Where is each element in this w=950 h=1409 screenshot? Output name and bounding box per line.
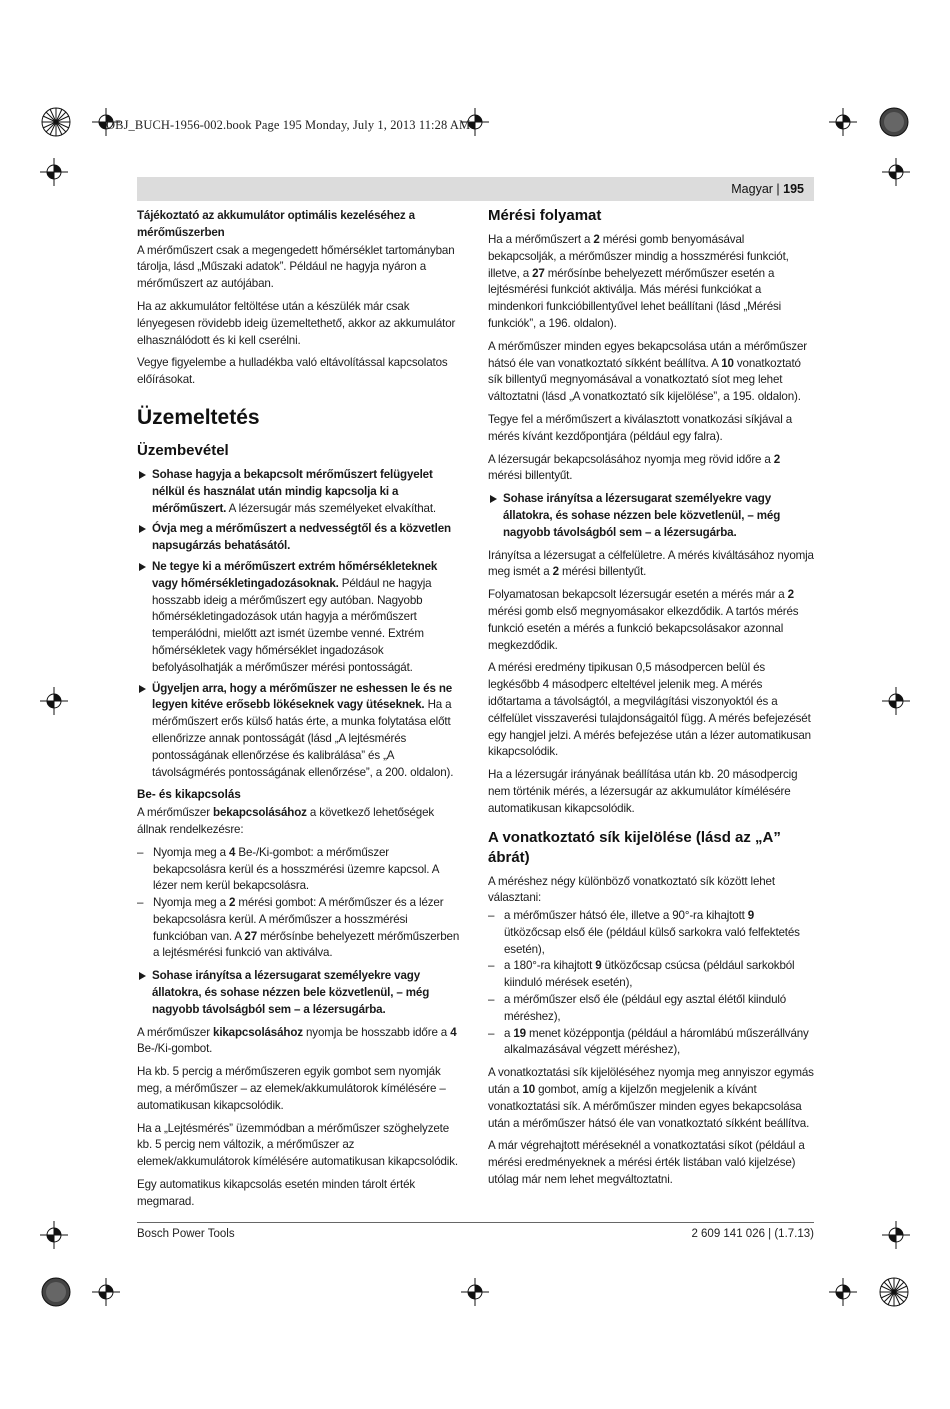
auto-off-paragraph-1: Ha kb. 5 percig a mérőműszeren egyik gombot sem nyomják meg, a mérőműszer – az elemek/akkumulátorok kímélésére – automatikusan kikapcsolódik. — [137, 1065, 446, 1112]
header-language: Magyar — [731, 182, 773, 196]
measure-paragraph-6: Folyamatosan bekapcsolt lézersugár esetén a mérés már a 2 mérési gomb első megnyomásakor elkezdődik. A tartós mérés funkció esetén a mérés a funkció bekapcsolásakor azonnal megkezdődik. — [488, 588, 799, 652]
registration-mark-bottom-left — [40, 1276, 72, 1308]
list-item: – Nyomja meg a 2 mérési gombot: A mérőműszer és a lézer bekapcsolásra kerül. A mérőműszer a hosszmérési funkcióban van. A 27 mérősínbe behelyezett mérőműszerben a lejtésmérési funkció van aktiválva. — [137, 895, 463, 962]
registration-mark-left-upper — [40, 158, 68, 186]
list-item: – a mérőműszer hátsó éle, illetve a 90°-ra kihajtott 9 ütközőcsap első éle (például külső sarkokra való felfektetés esetén), — [488, 908, 814, 958]
laser-warning-list — [137, 968, 463, 1018]
list-item: – a mérőműszer első éle (például egy asztal élétől kiinduló méréshez), — [488, 992, 814, 1026]
print-slug: OBJ_BUCH-1956-002.book Page 195 Monday, July 1, 2013 11:28 AM — [106, 118, 471, 132]
switch-off-paragraph: A mérőműszer kikapcsolásához nyomja be hosszabb időre a 4 Be-/Ki-gombot. — [137, 1025, 457, 1056]
registration-mark-right-upper — [882, 158, 910, 186]
measure-paragraph-3: Tegye fel a mérőműszert a kiválasztott vonatkozási síkjával a mérés kívánt kezdőpontjára (például egy falra). — [488, 412, 793, 443]
registration-mark-top-right-crosshair — [829, 108, 857, 136]
registration-mark-right-lower — [882, 1221, 910, 1249]
list-item: – a 19 menet középpontja (például a háromlábú műszerállvány alkalmazásával végzett méréshez), — [488, 1026, 814, 1060]
onoff-title: Be- és kikapcsolás — [137, 788, 241, 802]
startup-safety-list — [137, 467, 463, 781]
onoff-list — [137, 845, 463, 963]
registration-mark-bottom-right — [878, 1276, 910, 1308]
list-item: Óvja meg a mérőműszert a nedvességtől és a közvetlen napsugárzás behatásától. — [137, 521, 463, 555]
measure-paragraph-2: A mérőműszer minden egyes bekapcsolása után a mérőműszer hátsó éle van vonatkoztató síkként beállítva. A 10 vonatkoztató sík billentyű megnyomásával a vonatkoztató síot meg lehet változtatni (lásd „A vonatkoztató sík kijelölése”, a 195. oldalon). — [488, 339, 807, 404]
footer-doc-number: 2 609 141 026 | (1.7.13) — [691, 1228, 814, 1240]
startup-title: Üzembevétel — [137, 441, 229, 459]
laser-warning: Sohase irányítsa a lézersugarat személyekre vagy állatokra, és sohase nézzen bele közvetlenül, – még nagyobb távolságból sem – a lézersugárba. — [137, 968, 463, 1018]
reference-paragraph-2: A vonatkoztatási sík kijelöléséhez nyomja meg annyiszor egymás után a 10 gombot, amíg a kijelzőn megjelenik a kívánt vonatkoztatási sík. A mérőműszer minden egyes bekapcsolása után a mérőműszer hátsó éle van vonatkoztató síkként beállítva. — [488, 1066, 814, 1130]
laser-warning-list — [488, 491, 814, 541]
registration-mark-top-right — [878, 106, 910, 138]
registration-mark-left-lower — [40, 1221, 68, 1249]
footer-rule — [137, 1222, 814, 1223]
registration-mark-right-middle — [882, 687, 910, 715]
battery-paragraph-1: A mérőműszert csak a megengedett hőmérséklet tartományban tárolja, lásd „Műszaki adatok”. Például ne hagyja nyáron a mérőműszert az autójában. — [137, 243, 455, 291]
reference-plane-list — [488, 908, 814, 1059]
reference-paragraph-3: A már végrehajtott méréseknél a vonatkoztatási síkot (például a mérési eredményeknek a mérési érték listában való kijelzése) utólag már nem lehet megváltoztatni. — [488, 1139, 805, 1187]
measure-paragraph-7: A mérési eredmény tipikusan 0,5 másodpercen belül és legkésőbb 4 másodperc elteltével jelenik meg. A mérés időtartama a távolságtól, a megvilágítási viszonyoktól és a célfelület visszaverési tulajdonságaitól függ. A mérés befejezését egy hangjel jelzi. A mérés befejezése után a lézer automatikusan kikapcsolódik. — [488, 661, 811, 759]
list-item: – a 180°-ra kihajtott 9 ütközőcsap csúcsa (például sarkokból kiinduló mérések esetén), — [488, 958, 814, 992]
registration-mark-bottom-left-crosshair — [92, 1278, 120, 1306]
footer-brand: Bosch Power Tools — [137, 1228, 235, 1240]
right-column — [488, 206, 814, 1195]
battery-paragraph-3: Vegye figyelembe a hulladékba való eltávolítással kapcsolatos előírásokat. — [137, 356, 448, 387]
onoff-intro: A mérőműszer bekapcsolásához a következő lehetőségek állnak rendelkezésre: — [137, 806, 435, 836]
list-item: Ügyeljen arra, hogy a mérőműszer ne eshessen le és ne legyen kitéve erősebb lökéseknek vagy ütéseknek. Ha a mérőműszert erős külső hatás érte, a munka folytatása előtt ellenőrizze annak pontosságát (lásd „A lejtésmérés pontosságának ellenőrzése és kalibrálása” és „A távolságmérés pontosságának ellenőrzése”, a 200. oldalon). — [137, 681, 463, 782]
measure-paragraph-4: A lézersugár bekapcsolásához nyomja meg rövid időre a 2 mérési billentyűt. — [488, 452, 781, 483]
registration-mark-top-left — [40, 106, 72, 138]
battery-heading: Tájékoztató az akkumulátor optimális kezeléséhez a mérőműszerben — [137, 209, 415, 239]
reference-plane-title: A vonatkoztató sík kijelölése (lásd az „A” ábrát) — [488, 828, 781, 866]
battery-paragraph-2: Ha az akkumulátor feltöltése után a készülék már csak lényegesen rövidebb ideig üzemeltethető, akkor az akkumulátor elhasználódott és ki kell cserélni. — [137, 299, 456, 347]
left-column — [137, 208, 463, 1217]
laser-warning: Sohase irányítsa a lézersugarat személyekre vagy állatokra, és sohase nézzen bele közvetlenül, – még nagyobb távolságból sem – a lézersugárba. — [488, 491, 814, 541]
list-item: – Nyomja meg a 4 Be-/Ki-gombot: a mérőműszer bekapcsolásra kerül és a hosszmérési üzemre kapcsol. A lézer nem kerül bekapcsolásra. — [137, 845, 463, 895]
page-header — [137, 177, 814, 201]
measure-paragraph-8: Ha a lézersugár irányának beállítása után kb. 20 másodpercig nem történik mérés, a lézersugár az akkumulátor kímélésére automatikusan kikapcsolódik. — [488, 768, 798, 815]
auto-off-paragraph-3: Egy automatikus kikapcsolás esetén minden tárolt érték megmarad. — [137, 1178, 416, 1208]
registration-mark-bottom-right-crosshair — [829, 1278, 857, 1306]
measure-paragraph-5: Irányítsa a lézersugat a célfelületre. A mérés kiváltásához nyomja meg ismét a 2 mérési billentyűt. — [488, 548, 814, 579]
registration-mark-left-middle — [40, 687, 68, 715]
auto-off-paragraph-2: Ha a „Lejtésmérés” üzemmódban a mérőműszer szöghelyzete kb. 5 percig nem változik, a mérőműszer az elemek/akkumulátorok kímélésére automatikusan kikapcsolódik. — [137, 1121, 458, 1169]
reference-intro: A méréshez négy különböző vonatkoztató sík között lehet választani: — [488, 874, 775, 905]
chapter-title: Üzemeltetés — [137, 405, 260, 429]
list-item: Ne tegye ki a mérőműszert extrém hőmérsékleteknek vagy hőmérsékletingadozásoknak. Például ne hagyja hosszabb ideig a mérőműszert egy autóban. Nagyobb hőmérsékletingadozások után hagyja a mérőműszert temperálódni, mielőtt azt ismét üzembe venné. Extrém hőmérsékletek vagy hőmérséklet ingadozások befolyásolhatják a mérőműszer mérési pontosságát. — [137, 559, 463, 677]
header-page-number: 195 — [783, 182, 804, 196]
page-header-label: Magyar | 195 — [731, 182, 804, 196]
list-item: Sohase hagyja a bekapcsolt mérőműszert felügyelet nélkül és használat után mindig kapcsolja ki a mérőműszert. A lézersugár más személyeket elvakíthat. — [137, 467, 463, 517]
measure-paragraph-1: Ha a mérőműszert a 2 mérési gomb benyomásával bekapcsolják, a mérőműszer mindig a hosszmérési funkciót, illetve, a 27 mérősínbe behelyezett mérőműszer esetén a lejtésmérési funkciót aktiválja. Más mérési funkciókat a mindenkori funkcióbillentyűvel lehet beállítani (lásd „Mérési funkciók”, a 196. oldalon). — [488, 233, 789, 330]
measure-title: Mérési folyamat — [488, 207, 602, 224]
registration-mark-bottom-center — [461, 1278, 489, 1306]
